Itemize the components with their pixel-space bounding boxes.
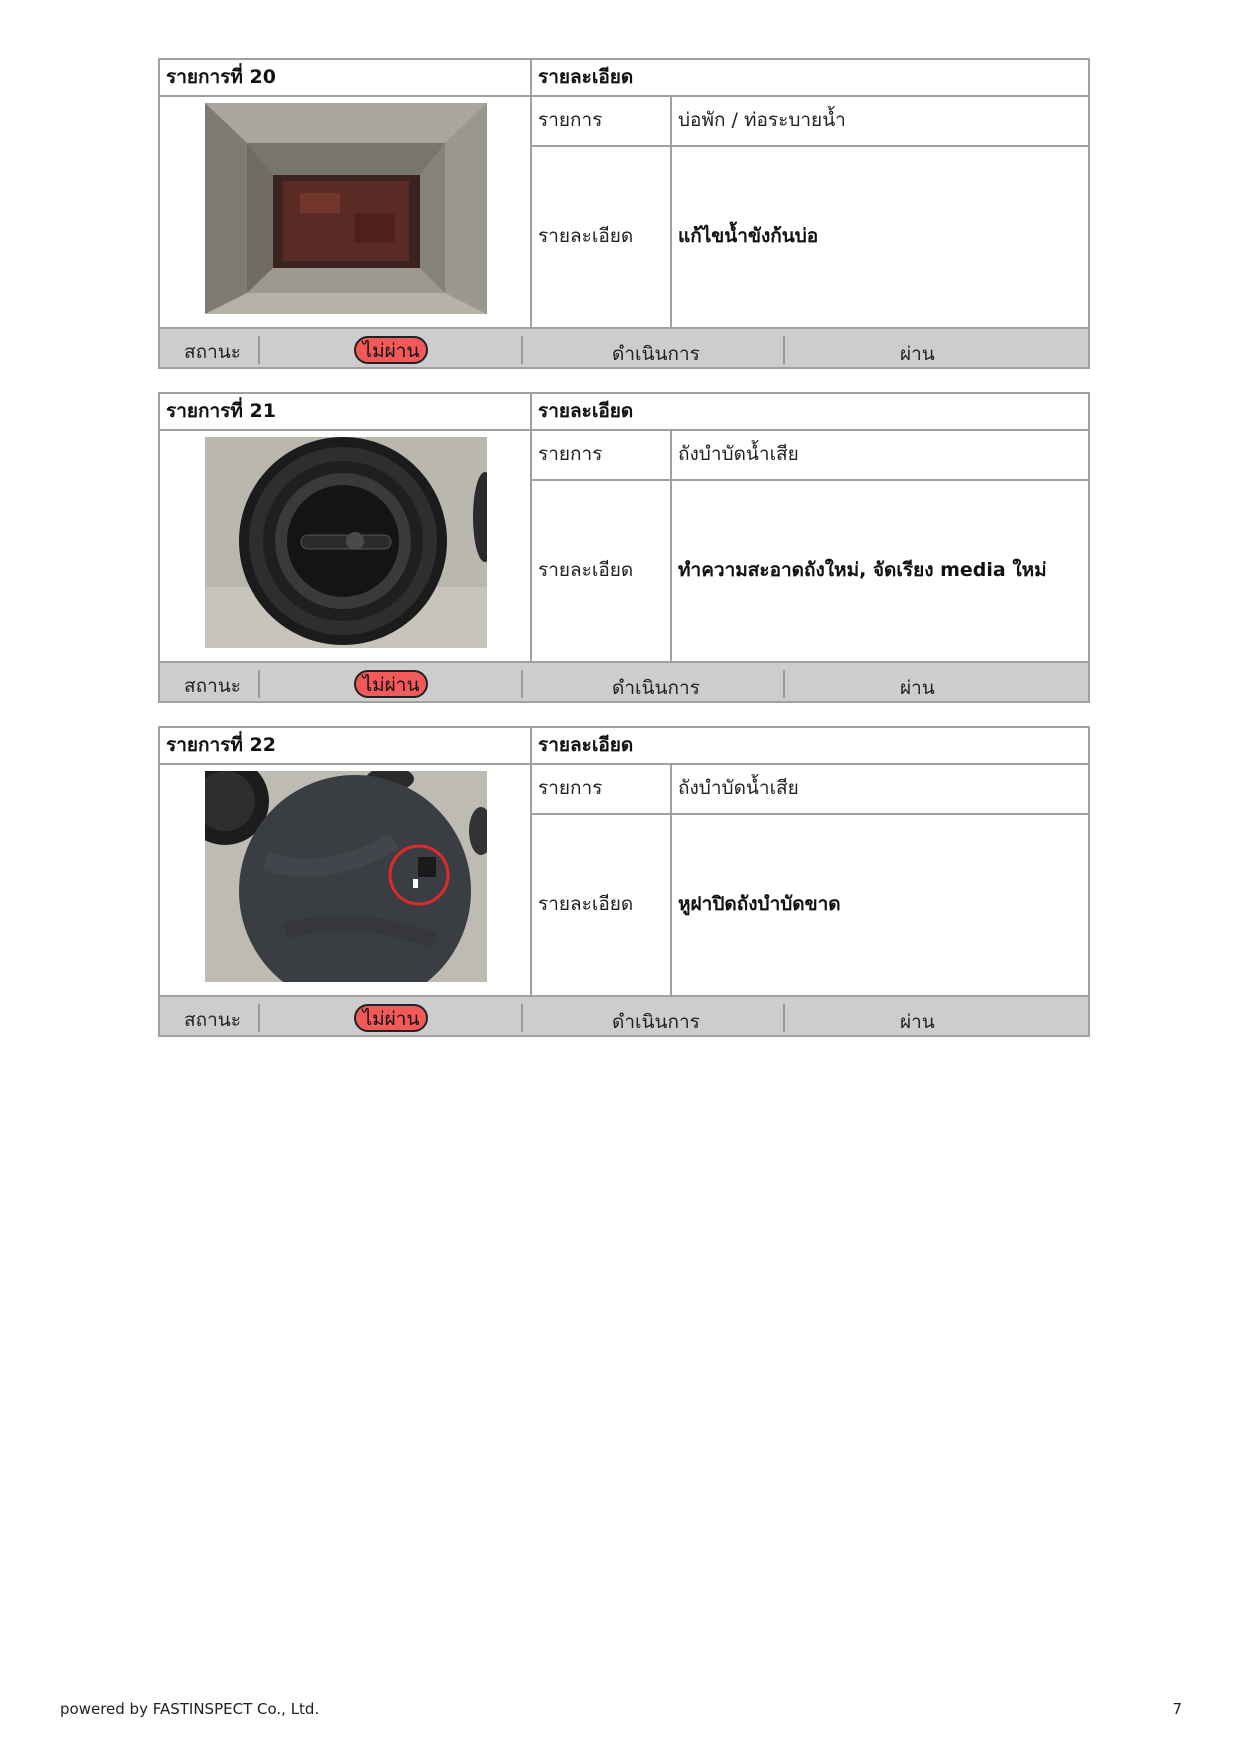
- detail-header: รายละเอียด: [538, 66, 634, 88]
- status-fail-badge[interactable]: ไม่ผ่าน: [354, 336, 428, 364]
- inspection-card-21: [158, 392, 1090, 703]
- detail-label: รายละเอียด: [532, 479, 672, 661]
- detail-row: [532, 145, 1088, 327]
- photo-cell: [160, 95, 532, 327]
- item-label: รายการ: [532, 763, 672, 813]
- inspection-card-22: [158, 726, 1090, 1037]
- card-header: [160, 728, 1088, 765]
- photo-cell: [160, 763, 532, 995]
- status-divider: [258, 1004, 260, 1032]
- inspection-photo[interactable]: [205, 103, 487, 314]
- item-label: รายการ: [532, 95, 672, 145]
- card-header: [160, 394, 1088, 431]
- status-divider: [521, 336, 523, 364]
- status-bar: [160, 995, 1088, 1035]
- status-fail-badge[interactable]: ไม่ผ่าน: [354, 1004, 428, 1032]
- inspection-photo[interactable]: [205, 437, 487, 648]
- detail-value: ทำความสะอาดถังใหม่, จัดเรียง media ใหม่: [678, 559, 1047, 581]
- page-number: 7: [1172, 1700, 1182, 1718]
- item-title: รายการที่ 20: [160, 60, 532, 95]
- detail-header: รายละเอียด: [538, 400, 634, 422]
- item-title: รายการที่ 21: [160, 394, 532, 429]
- inspection-card-20: [158, 58, 1090, 369]
- detail-header: รายละเอียด: [538, 734, 634, 756]
- detail-value: หูฝาปิดถังบำบัดขาด: [678, 893, 841, 915]
- status-label: สถานะ: [184, 675, 241, 697]
- status-in-progress-option[interactable]: ดำเนินการ: [612, 677, 700, 699]
- status-divider: [783, 1004, 785, 1032]
- detail-value: แก้ไขน้ำขังก้นบ่อ: [678, 225, 819, 247]
- status-in-progress-option[interactable]: ดำเนินการ: [612, 343, 700, 365]
- status-pass-option[interactable]: ผ่าน: [900, 343, 935, 365]
- item-row: [532, 763, 1088, 815]
- status-in-progress-option[interactable]: ดำเนินการ: [612, 1011, 700, 1033]
- item-row: [532, 95, 1088, 147]
- status-pass-option[interactable]: ผ่าน: [900, 677, 935, 699]
- card-header: [160, 60, 1088, 97]
- footer-powered-by: powered by FASTINSPECT Co., Ltd.: [60, 1700, 320, 1718]
- item-row: [532, 429, 1088, 481]
- detail-row: [532, 479, 1088, 661]
- detail-label: รายละเอียด: [532, 813, 672, 995]
- status-fail-badge[interactable]: ไม่ผ่าน: [354, 670, 428, 698]
- detail-label: รายละเอียด: [532, 145, 672, 327]
- photo-cell: [160, 429, 532, 661]
- item-value: ถังบำบัดน้ำเสีย: [678, 443, 799, 465]
- detail-row: [532, 813, 1088, 995]
- item-title: รายการที่ 22: [160, 728, 532, 763]
- status-divider: [783, 336, 785, 364]
- item-value: บ่อพัก / ท่อระบายน้ำ: [678, 109, 846, 131]
- status-divider: [258, 670, 260, 698]
- status-bar: [160, 327, 1088, 367]
- item-label: รายการ: [532, 429, 672, 479]
- status-divider: [258, 336, 260, 364]
- status-divider: [521, 670, 523, 698]
- status-divider: [521, 1004, 523, 1032]
- inspection-photo[interactable]: [205, 771, 487, 982]
- item-value: ถังบำบัดน้ำเสีย: [678, 777, 799, 799]
- status-label: สถานะ: [184, 341, 241, 363]
- status-divider: [783, 670, 785, 698]
- status-bar: [160, 661, 1088, 701]
- status-pass-option[interactable]: ผ่าน: [900, 1011, 935, 1033]
- status-label: สถานะ: [184, 1009, 241, 1031]
